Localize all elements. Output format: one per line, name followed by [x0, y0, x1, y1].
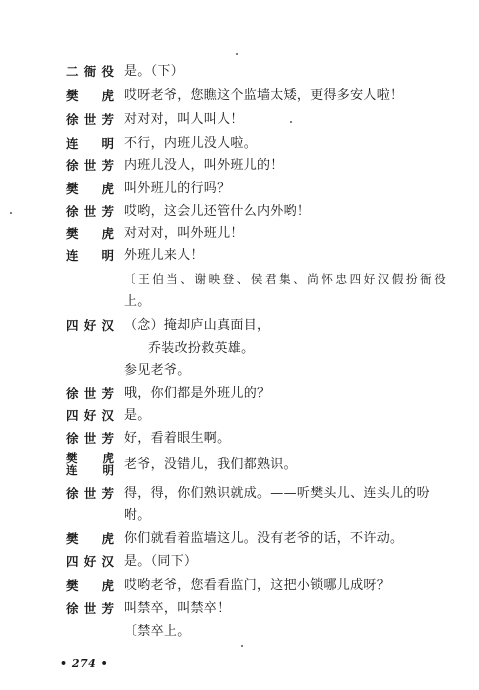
speaker-name: 樊 虎 [66, 181, 114, 196]
speaker-name: 四好汉 [66, 408, 114, 423]
dialogue-text: 不行，内班儿没人啦。 [124, 136, 258, 151]
dialogue-text: 是。（同下） [124, 554, 198, 569]
scan-speck [236, 53, 238, 55]
dialogue-text: 是。（下） [124, 64, 185, 79]
speaker-name: 徐世芳 [66, 486, 114, 501]
dialogue-text: 叫外班儿的行吗？ [124, 181, 231, 196]
dialogue-text: 哎哟，这会儿还管什么内外哟！ [124, 204, 311, 219]
dialogue-text: 参见老爷。 [124, 363, 191, 378]
speaker-name: 樊 虎 [66, 531, 114, 546]
speaker-name: 连 明 [66, 136, 114, 151]
dialogue-text: 哎哟老爷，您看看监门，这把小锁哪儿成呀？ [124, 578, 391, 593]
dialogue-text: 哦，你们都是外班儿的？ [124, 386, 271, 401]
page-number: • 274 • [60, 657, 109, 670]
speaker-name: 徐世芳 [66, 386, 114, 401]
dialogue-text: 哎呀老爷，您瞧这个监墙太矮，更得多安人啦！ [124, 88, 404, 103]
stage-direction-text: 〔王伯当、谢映登、侯君集、尚怀忠四好汉假扮衙役 [124, 272, 449, 286]
speaker-name: 樊 虎 [66, 226, 114, 241]
speaker-name: 徐世芳 [66, 112, 114, 127]
speaker-name: 二衙役 [66, 64, 114, 79]
dialogue-text: 乔装改扮救英雄。 [148, 341, 255, 356]
speaker-name: 徐世芳 [66, 204, 114, 219]
speaker-name: 四好汉 [66, 554, 114, 569]
speaker-name: 樊 虎 [66, 88, 114, 103]
speaker-name: 连 明 [66, 248, 114, 263]
speaker-name: 樊 虎 [66, 578, 114, 593]
dialogue-text: 得，得，你们熟识就成。——听樊头儿、连头儿的吩 [124, 486, 430, 501]
speaker-name: 徐世芳 [66, 158, 114, 173]
dialogue-text: 对对对，叫外班儿！ [124, 226, 244, 241]
speaker-name: 樊 虎 [66, 451, 114, 465]
dialogue-text: 是。 [124, 408, 151, 423]
dialogue-text: 你们就看着监墙这儿。没有老爷的话，不许动。 [124, 531, 404, 546]
dialogue-text: （念）掩却庐山真面目， [124, 318, 271, 333]
dialogue-text: 外班儿来人！ [124, 248, 204, 263]
stage-direction-text: 上。 [124, 294, 151, 309]
dialogue-text: 对对对，叫人叫人！ [124, 112, 244, 127]
speaker-name: 四好汉 [66, 318, 114, 333]
dialogue-text: 老爷，没错儿，我们都熟识。 [124, 457, 297, 472]
dialogue-text: 内班儿没人，叫外班儿的！ [124, 158, 284, 173]
speaker-name: 徐世芳 [66, 431, 114, 446]
dialogue-text: 好，看着眼生啊。 [124, 431, 231, 446]
dialogue-text: 咐。 [124, 508, 151, 523]
speaker-name: 连 明 [66, 463, 114, 477]
dialogue-text: 叫禁卒，叫禁卒！ [124, 601, 231, 616]
scan-speck [290, 121, 292, 123]
speaker-name: 徐世芳 [66, 601, 114, 616]
stage-direction-text: 〔禁卒上。 [124, 624, 191, 639]
scan-speck [10, 212, 12, 214]
scan-speck [241, 645, 243, 647]
